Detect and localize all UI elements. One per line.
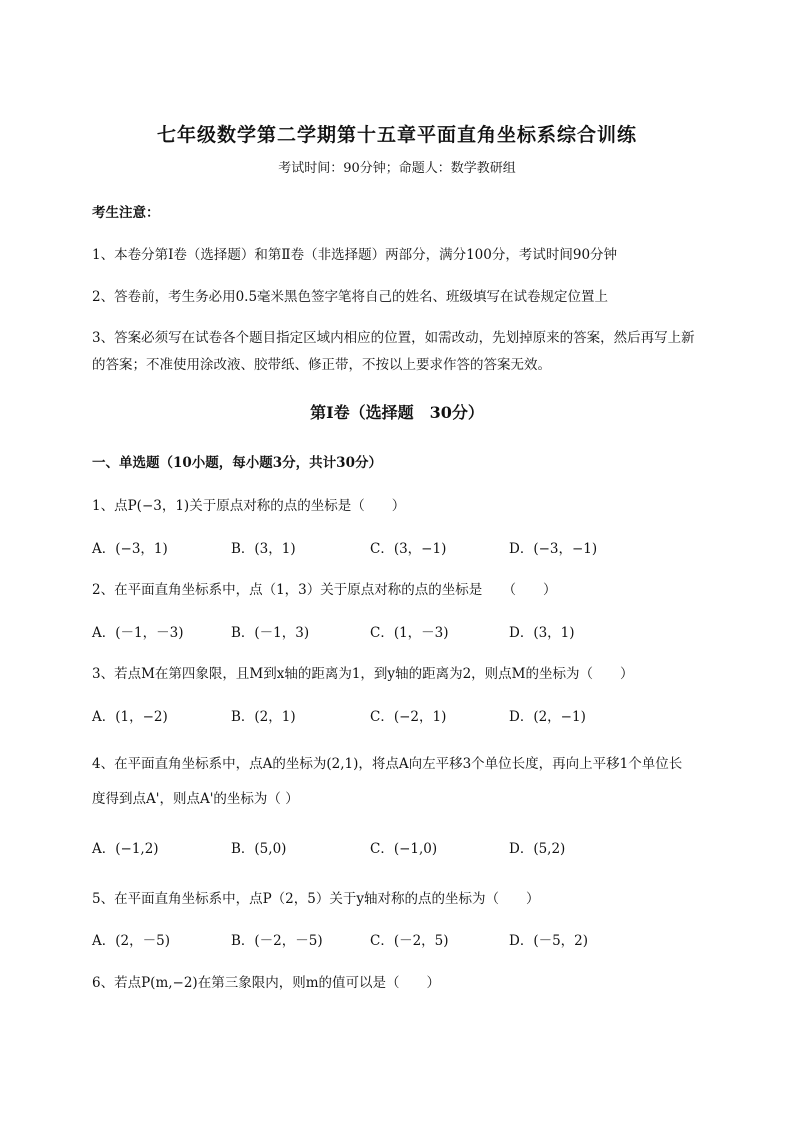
question-stem: 2、在平面直角坐标系中，点（1，3）关于原点对称的点的坐标是 （ ） (92, 582, 557, 598)
option-a: A．(－1，－3) (92, 625, 184, 641)
question-stem: 5、在平面直角坐标系中，点P（2，5）关于y轴对称的点的坐标为（ ） (92, 891, 540, 907)
option-a: A．(−1,2) (92, 841, 159, 857)
page-title: 七年级数学第二学期第十五章平面直角坐标系综合训练 (156, 124, 637, 146)
option-d: D．(－5，2) (509, 933, 589, 949)
option-b: B．(－2，－5) (231, 933, 323, 949)
option-c: C．(−1,0) (370, 841, 438, 857)
question-stem: 1、点P(−3，1)关于原点对称的点的坐标是（ ） (92, 498, 406, 514)
notice-item: 的答案；不准使用涂改液、胶带纸、修正带，不按以上要求作答的答案无效。 (92, 357, 551, 373)
option-c: C．(1，－3) (370, 625, 449, 641)
option-b: B．(－1，3) (231, 625, 310, 641)
notice-heading: 考生注意： (92, 205, 160, 221)
option-d: D．(−3，−1) (509, 541, 598, 557)
notice-item: 3、答案必须写在试卷各个题目指定区域内相应的位置，如需改动，先划掉原来的答案，然后再写上新 (92, 330, 695, 346)
section-title: 第I卷（选择题 30分） (310, 403, 484, 422)
question-stem: 4、在平面直角坐标系中，点A的坐标为(2,1)，将点A向左平移3个单位长度，再向上平移1个单位长 (92, 756, 683, 772)
question-stem: 3、若点M在第四象限，且M到x轴的距离为1，到y轴的距离为2，则点M的坐标为（ ） (92, 666, 634, 682)
option-d: D．(3，1) (509, 625, 575, 641)
option-d: D．(5,2) (509, 841, 566, 857)
option-a: A．(2，－5) (92, 933, 170, 949)
option-a: A．(−3，1) (92, 541, 168, 557)
notice-item: 2、答卷前，考生务必用0.5毫米黑色签字笔将自己的姓名、班级填写在试卷规定位置上 (92, 289, 609, 305)
exam-info: 考试时间：90分钟；命题人：数学教研组 (278, 161, 516, 176)
option-b: B．(5,0) (231, 841, 287, 857)
option-d: D．(2，−1) (509, 709, 586, 725)
option-a: A．(1，−2) (92, 709, 168, 725)
option-b: B．(3，1) (231, 541, 296, 557)
option-c: C．(3，−1) (370, 541, 447, 557)
option-c: C．(－2，5) (370, 933, 449, 949)
question-stem-continued: 度得到点A'，则点A'的坐标为（ ） (92, 791, 299, 807)
question-stem: 6、若点P(m,−2)在第三象限内，则m的值可以是（ ） (92, 975, 441, 991)
option-b: B．(2，1) (231, 709, 296, 725)
notice-item: 1、本卷分第I卷（选择题）和第Ⅱ卷（非选择题）两部分，满分100分，考试时间90分钟 (92, 247, 618, 263)
part-title: 一、单选题（10小题，每小题3分，共计30分） (92, 455, 382, 471)
option-c: C．(−2，1) (370, 709, 447, 725)
